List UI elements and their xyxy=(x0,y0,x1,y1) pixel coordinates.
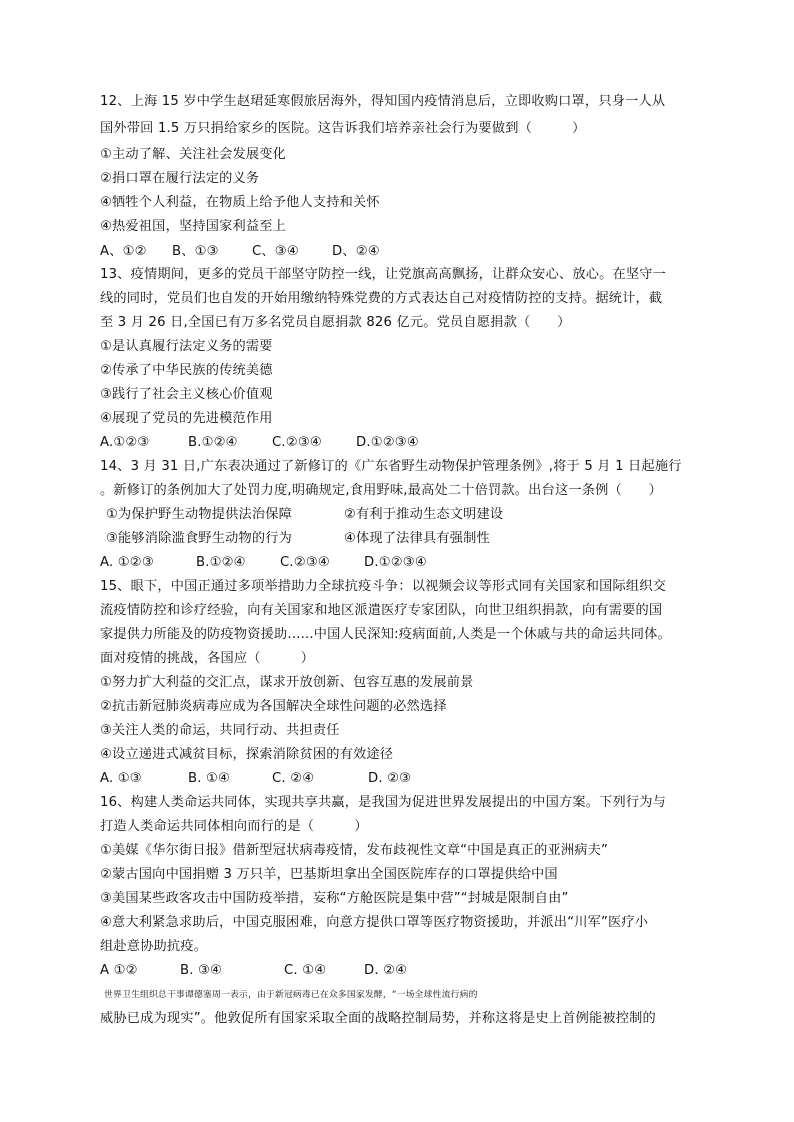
q12-options xyxy=(100,240,720,264)
q15-options xyxy=(100,767,720,791)
q14-option-b: B.①②④ xyxy=(196,555,246,570)
q12-item-4: ④热爱祖国，坚持国家利益至上 xyxy=(100,219,287,234)
q13-stem-line-3: 至 3 月 26 日,全国已有万多名党员自愿捐款 826 亿元。党员自愿捐款（ ） xyxy=(100,315,571,330)
q12-stem-line-1: 12、上海 15 岁中学生赵珺延寒假旅居海外，得知国内疫情消息后，立即收购口罩，只身一人从 xyxy=(100,94,666,109)
q12-option-d: D、②④ xyxy=(332,244,380,259)
q15-item-2: ②抗击新冠肺炎病毒应成为各国解决全球性问题的必然选择 xyxy=(100,699,447,714)
q15-option-b: B. ①④ xyxy=(188,771,231,786)
q14-items-row-1 xyxy=(100,503,720,527)
passage-line-1: 世界卫生组织总干事谭德塞周一表示，由于新冠病毒已在众多国家发酵，“一场全球性流行病的 xyxy=(104,990,478,1000)
q12-item-1: ①主动了解、关注社会发展变化 xyxy=(100,147,287,162)
q12-item-3: ④牺牲个人利益，在物质上给予他人支持和关怀 xyxy=(100,195,380,210)
q13-options xyxy=(100,431,720,455)
q16-item-3: ③美国某些政客攻击中国防疫举措，妄称“方舱医院是集中营”“封城是限制自由” xyxy=(100,891,569,906)
q14-option-d: D.①②③④ xyxy=(364,555,427,570)
q13-option-d: D.①②③④ xyxy=(356,435,419,450)
q13-item-3: ③践行了社会主义核心价值观 xyxy=(100,387,273,402)
q14-stem-line-1: 14、3 月 31 日,广东表决通过了新修订的《广东省野生动物保护管理条例》,将于 5 月 1 日起施行 xyxy=(100,459,682,474)
q16-option-d: D. ②④ xyxy=(364,963,408,978)
q15-item-1: ①努力扩大利益的交汇点，谋求开放创新、包容互惠的发展前景 xyxy=(100,675,474,690)
q14-options xyxy=(100,551,720,575)
q12-stem-line-2: 国外带回 1.5 万只捐给家乡的医院。这告诉我们培养亲社会行为要做到（ ） xyxy=(100,121,586,136)
q15-stem-line-1: 15、眼下，中国正通过多项举措助力全球抗疫斗争：以视频会议等形式同有关国家和国际组织交 xyxy=(100,579,667,594)
q15-stem-line-2: 流疫情防控和诊疗经验，向有关国家和地区派遣医疗专家团队，向世卫组织捐款，向有需要的国 xyxy=(100,603,663,618)
q15-option-c: C. ②④ xyxy=(272,771,315,786)
q15-option-a: A. ①③ xyxy=(100,771,142,786)
q15-stem-line-4: 面对疫情的挑战，各国应（ ） xyxy=(100,651,315,666)
q14-item-2: ②有利于推动生态文明建设 xyxy=(344,507,504,522)
q16-stem-line-1: 16、构建人类命运共同体，实现共享共赢，是我国为促进世界发展提出的中国方案。下列行为与 xyxy=(100,795,667,810)
q16-item-2: ②蒙古国向中国捐赠 3 万只羊，巴基斯坦拿出全国医院库存的口罩提供给中国 xyxy=(100,867,558,882)
q16-item-1: ①美媒《华尔街日报》借新型冠状病毒疫情，发布歧视性文章“中国是真正的亚洲病夫” xyxy=(100,843,609,858)
q12-option-a: A、①② xyxy=(100,244,147,259)
q16-option-b: B. ③④ xyxy=(180,963,223,978)
q16-options xyxy=(100,959,720,983)
q13-stem-line-1: 13、疫情期间，更多的党员干部坚守防控一线，让党旗高高飘扬，让群众安心、放心。在坚守一 xyxy=(100,267,667,282)
q14-stem-line-2: 。新修订的条例加大了处罚力度,明确规定,食用野味,最高处二十倍罚款。出台这一条例（ ） xyxy=(100,483,663,498)
q13-item-4: ④展现了党员的先进模范作用 xyxy=(100,411,273,426)
q12-option-c: C、③④ xyxy=(252,244,299,259)
q15-option-d: D. ②③ xyxy=(368,771,412,786)
q15-item-4: ④设立递进式减贫目标，探索消除贫困的有效途径 xyxy=(100,747,394,762)
q13-option-a: A.①②③ xyxy=(100,435,150,450)
q13-stem-line-2: 线的同时，党员们也自发的开始用缴纳特殊党费的方式表达自己对疫情防控的支持。据统计，截 xyxy=(100,291,663,306)
q16-stem-line-2: 打造人类命运共同体相向而行的是（ ） xyxy=(100,819,368,834)
q14-item-4: ④体现了法律具有强制性 xyxy=(344,531,490,546)
q15-item-3: ③关注人类的命运，共同行动、共担责任 xyxy=(100,723,340,738)
q14-items-row-2 xyxy=(100,527,720,551)
q12-item-2: ②捐口罩在履行法定的义务 xyxy=(100,171,260,186)
q13-option-c: C.②③④ xyxy=(272,435,322,450)
q13-item-1: ①是认真履行法定义务的需要 xyxy=(100,339,273,354)
q16-option-a: A ①② xyxy=(100,963,138,978)
q12-option-b: B、①③ xyxy=(172,244,219,259)
passage-line-2: 威胁已成为现实”。他敦促所有国家采取全面的战略控制局势，并称这将是史上首例能被控制的 xyxy=(100,1011,656,1026)
q14-option-a: A. ①②③ xyxy=(100,555,154,570)
q15-stem-line-3: 家提供力所能及的防疫物资援助......中国人民深知:疫病面前,人类是一个休戚与共的命运共同体。 xyxy=(100,627,671,642)
q16-item-4-line-2: 组赴意协助抗疫。 xyxy=(100,939,208,954)
q16-item-4-line-1: ④意大利紧急求助后，中国克服困难，向意方提供口罩等医疗物资援助，并派出“川军”医疗小 xyxy=(100,915,649,930)
q14-item-3: ③能够消除滥食野生动物的行为 xyxy=(106,531,293,546)
q13-item-2: ②传承了中华民族的传统美德 xyxy=(100,363,273,378)
q14-option-c: C.②③④ xyxy=(280,555,330,570)
q14-item-1: ①为保护野生动物提供法治保障 xyxy=(106,507,293,522)
q16-option-c: C. ①④ xyxy=(284,963,327,978)
q13-option-b: B.①②④ xyxy=(188,435,238,450)
